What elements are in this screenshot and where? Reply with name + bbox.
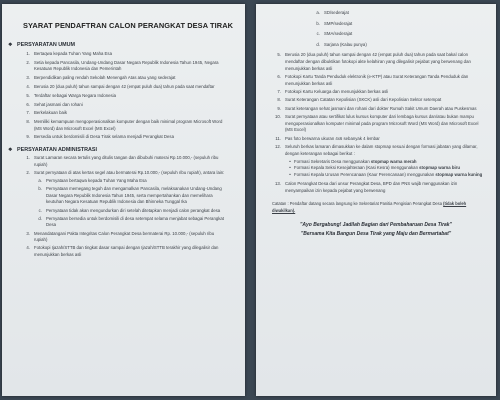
education-item-number: a. — [316, 10, 320, 15]
page-right — [256, 4, 496, 396]
umum-item — [20, 134, 227, 141]
education-item-text: SD/sederajat — [324, 10, 349, 15]
umum-item-number: 5. — [26, 92, 30, 98]
umum-item-text: Terdaftar sebagai Warga Negara Indonesia — [34, 92, 117, 98]
umum-item — [20, 84, 227, 91]
umum-item-number: 3. — [26, 75, 30, 81]
admin-item-text: Surat pernyataan atau sertifikat lulus kursus komputer dari lembaga kursus dan/atau bukan mampu mengoperasionalkan komputer minimal pada program Microsoft Word (MS Word) dan Microsoft Excel (MS Excel) — [285, 114, 479, 133]
admin-item-number: 8. — [277, 97, 281, 103]
catatan-emphasis: (tidak boleh diwakilkan). — [272, 201, 467, 213]
stopmap-color: stopmap warna merah — [370, 159, 417, 165]
bullet-icon: • — [289, 159, 291, 165]
admin-item — [268, 144, 484, 157]
admin-sublist — [32, 178, 227, 229]
admin-item — [268, 181, 484, 194]
umum-item-text: Memiliki kemampuan mengoperasionalkan komputer dengan baik minimal program Microsoft Word (MS Word) dan Microsoft Excel (MS Excel) — [34, 119, 223, 131]
umum-list — [20, 51, 227, 141]
admin-list-continued — [20, 231, 227, 259]
admin-item — [268, 89, 484, 96]
admin-subitem — [32, 186, 227, 206]
admin-subitem-number: c. — [38, 207, 42, 213]
umum-item-number: 7. — [26, 110, 30, 116]
umum-item-number: 8. — [26, 119, 30, 125]
umum-item-text: Berkelakuan baik — [34, 110, 67, 116]
umum-item-number: 6. — [26, 101, 30, 107]
admin-item-number: 2. — [26, 169, 30, 175]
umum-item-text: Berusia 20 (dua puluh) tahun sampai dengan 42 (empat puluh dua) tahun pada saat mendaftar — [34, 83, 215, 89]
admin-item — [268, 114, 484, 134]
stopmap-formasi: Formasi Kepala Seksi Kesejahteraan (Kasi Kesra) menggunakan — [294, 165, 420, 171]
umum-item — [20, 51, 227, 58]
admin-item — [20, 245, 227, 258]
admin-item-text: Surat pernyataan di atas kertas segel atau bermaterai Rp.10.000,- (sepuluh ribu rupiah), antara lain: — [34, 169, 225, 175]
admin-item-number: 6. — [277, 73, 281, 79]
section-umum-title: PERSYARATAN UMUM — [17, 42, 75, 48]
education-item — [308, 10, 482, 17]
admin-item-text: Fotokopi Kartu Keluarga dan menunjukkan berkas asli — [285, 88, 389, 94]
admin-list-right — [268, 52, 484, 157]
admin-subitem-text: Pernyataan bertaqwa kepada Tuhan Yang Maha Esa — [46, 178, 147, 183]
bullet-icon: • — [289, 165, 291, 171]
admin-item-number: 9. — [277, 105, 281, 111]
section-admin-heading — [8, 147, 245, 153]
admin-item-text: Surat keterangan sehat jasmani dan rohani dari dokter Rumah Sakit Umum Daerah atau Puskesmas — [285, 105, 477, 111]
admin-item — [268, 106, 484, 113]
umum-item-text: Bersedia untuk berdomisili di Desa Tirak selama menjadi Perangkat Desa — [34, 134, 174, 140]
admin-item-13 — [268, 181, 484, 194]
admin-subitem-number: a. — [38, 178, 42, 183]
catatan-text: Catatan : Pendaftar datang secara langsung ke Sekretariat Panitia Pengisian Perangkat Desa — [272, 201, 444, 207]
umum-item-number: 1. — [26, 51, 30, 56]
admin-item-text: Berusia 20 (dua puluh) tahun sampai dengan 42 (empat puluh dua) tahun pada saat bakal calon mendaftar dengan dibuktikan fotokopi akte kelahiran yang dilegalisir pejabat yang berwenang dan menunjukkan berkas asli — [285, 52, 471, 71]
section-umum-heading — [8, 42, 245, 48]
admin-subitem-text: Pernyataan memegang teguh dan mengamalkan Pancasila, melaksanakan Undang-Undang Dasar Negara Republik Indonesia Tahun 1945, serta mempertahankan dan memelihara keutuhan Negara Kesatuan Republik Indonesia dan Bhinneka Tunggal Ika — [46, 186, 222, 205]
education-item-number: b. — [316, 20, 320, 26]
admin-item-number: 1. — [26, 155, 30, 161]
education-item — [308, 31, 482, 38]
admin-item-number: 3. — [26, 230, 30, 236]
admin-subitem-text: Pernyataan bersedia untuk berdomisili di desa setempat selama menjabat sebagai Perangkat Desa — [46, 215, 224, 228]
closing-slogan-2: "Bersama Kita Bangun Desa Tirak yang Maju dan Bermartabat" — [300, 231, 452, 238]
education-list — [308, 10, 482, 48]
closing-slogan-1: "Ayo Bergabung! Jadilah Bagian dari Pembaharuan Desa Tirak" — [300, 221, 452, 228]
stopmap-formasi: Formasi Sekretaris Desa menggunakan — [294, 159, 371, 165]
admin-item — [20, 170, 227, 177]
umum-item — [20, 102, 227, 109]
umum-item-number: 9. — [26, 134, 30, 140]
umum-item-text: Berpendidikan paling rendah Sekolah Menengah Atas atau yang sederajat — [34, 75, 176, 81]
admin-item — [268, 52, 484, 72]
stopmap-color: stopmap warna biru — [419, 165, 460, 171]
umum-item-text: Sehat jasmani dan rohani — [34, 101, 83, 107]
admin-item — [20, 155, 227, 168]
bullet-icon: • — [289, 171, 291, 177]
admin-subitem — [32, 178, 227, 185]
admin-item — [268, 74, 484, 87]
umum-item — [20, 75, 227, 82]
stopmap-color: stopmap warna kuning — [435, 171, 483, 177]
catatan-note — [272, 201, 486, 213]
admin-item-number: 7. — [277, 88, 281, 94]
admin-item-text: Fotokopi Kartu Tanda Penduduk elektronik (e-KTP) atau Surat Keterangan Tanda Penduduk dan menunjukkan berkas asli — [285, 73, 469, 86]
stopmap-formasi: Formasi Kepala Urusan Perencanaan (Kaur Perencanaan) menggunakan — [294, 171, 436, 177]
admin-subitem — [32, 216, 227, 229]
education-item-text: Sarjana (Kalau punya) — [324, 41, 367, 47]
admin-item — [268, 97, 484, 104]
umum-item — [20, 119, 227, 132]
admin-item-number: 13. — [275, 181, 281, 187]
umum-item-number: 4. — [26, 83, 30, 89]
admin-item-text: Surat Keterangan Catatan Kepolisian (SKCK) asli dari Kepolisian Sektor setempat — [285, 97, 442, 103]
education-item-number: d. — [316, 41, 320, 47]
education-item-number: c. — [316, 31, 320, 37]
diamond-bullet-icon: ❖ — [8, 42, 13, 48]
admin-item — [20, 231, 227, 244]
admin-item-number: 11. — [275, 135, 281, 141]
admin-item-text: Surat Lamaran secara tertulis yang ditulis tangan dan dibubuhi materai Rp.10.000,- (sepuluh ribu rupiah) — [34, 155, 219, 167]
diamond-bullet-icon: ❖ — [8, 147, 13, 154]
admin-subitem — [32, 208, 227, 215]
stopmap-item-text — [294, 172, 482, 178]
admin-item-text: Pas foto berwarna ukuran 4x6 sebanyak 4 lembar — [285, 135, 380, 141]
education-item-text: SMP/sederajat — [324, 20, 353, 26]
umum-item-text: Setia kepada Pancasila, Undang-Undang Dasar Negara Republik Indonesia Tahun 1945, Negara Kesatuan Republik Indonesia dan Pemerintah — [34, 59, 219, 72]
admin-subitem-text: Pernyataan tidak akan mengundurkan diri setelah ditetapkan menjadi calon perangkat desa — [46, 207, 221, 213]
admin-item-number: 5. — [277, 52, 281, 58]
stopmap-list — [286, 159, 484, 178]
education-item-text: SMA/sederajat — [324, 31, 353, 37]
admin-item-number: 12. — [275, 144, 281, 150]
education-item — [308, 21, 482, 28]
admin-item-text: Calon Perangkat Desa dari unsur Perangkat Desa, BPD dan PNS wajib menggunakan izin menyampaikan izin kepada pejabat yang berwenang — [285, 181, 458, 193]
page-left — [2, 4, 245, 396]
umum-item — [20, 60, 227, 73]
umum-item-text: Bertaqwa kepada Tuhan Yang Maha Esa — [34, 51, 112, 56]
admin-item-number: 4. — [26, 245, 30, 251]
admin-item-text: Seluruh berkas lamaran dimasukkan ke dalam stopmap sesuai dengan formasi jabatan yang dilamar, dengan keterangan sebagai berikut : — [285, 144, 478, 156]
admin-item-number: 10. — [275, 114, 281, 120]
admin-subitem-number: d. — [38, 215, 42, 221]
admin-item-text: Fotokopi Ijazah/STTB dan tingkat dasar sampai dengan Ijazah/STTB terakhir yang dilegalisir dan menunjukkan berkas asli — [34, 245, 219, 257]
admin-list — [20, 155, 227, 176]
umum-item — [20, 93, 227, 100]
stopmap-item — [286, 172, 484, 178]
admin-subitem-number: b. — [38, 186, 42, 192]
umum-item — [20, 110, 227, 117]
umum-item-number: 2. — [26, 59, 30, 65]
admin-item — [268, 136, 484, 143]
document-title: SYARAT PENDAFTRAN CALON PERANGKAT DESA TIRAK — [23, 21, 234, 30]
section-admin-title: PERSYARATAN ADMINISTRASI — [17, 147, 97, 154]
education-item — [308, 42, 482, 49]
admin-item-text: Menandatangani Pakta Integritas Calon Perangkat Desa bermaterai Rp. 10.000,- (sepuluh ribu rupiah) — [34, 230, 215, 243]
